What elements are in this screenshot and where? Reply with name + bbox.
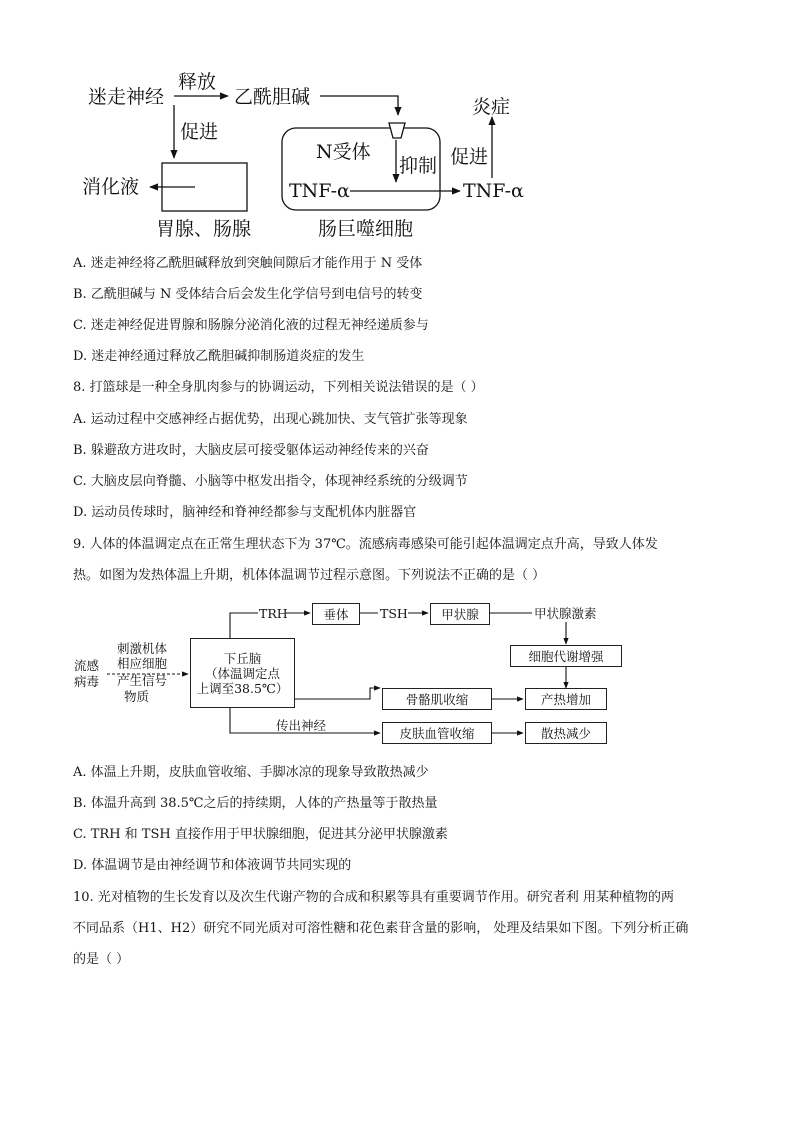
intestinal-macrophage-label: 肠巨噬细胞 <box>318 218 414 240</box>
set-point-value-label: 上调至38.5℃） <box>196 680 289 696</box>
thyroid-box <box>430 603 490 625</box>
heat-production-box <box>525 688 607 710</box>
inhibit-label: 抑制 <box>399 155 438 177</box>
trh-label: TRH <box>259 606 288 621</box>
q8-option-d: D. 运动员传球时，脑神经和脊神经都参与支配机体内脏器官 <box>73 505 417 520</box>
digestive-juice-label: 消化液 <box>82 176 140 198</box>
tnf-alpha-inner-label: TNF-α <box>289 180 350 202</box>
pituitary-label: 垂体 <box>323 606 349 622</box>
n-receptor-label: N受体 <box>316 141 371 163</box>
stimulus-label-2: 相应细胞 <box>117 656 168 671</box>
q7-option-c: C. 迷走神经促进胃腺和肠腺分泌消化液的过程无神经递质参与 <box>73 318 429 333</box>
metabolism-label: 细胞代谢增强 <box>528 648 604 664</box>
skin-vessel-label: 皮肤血管收缩 <box>399 725 475 741</box>
metabolism-box <box>510 645 622 667</box>
heat-production-label: 产热增加 <box>540 691 591 707</box>
tnf-alpha-outer-label: TNF-α <box>463 180 524 202</box>
q9-stem-line2: 热。如图为发热体温上升期，机体体温调节过程示意图。下列说法不正确的是（ ） <box>73 568 546 583</box>
q7-option-b: B. 乙酰胆碱与 N 受体结合后会发生化学信号到电信号的转变 <box>73 287 423 302</box>
flu-virus-label-2: 病毒 <box>74 674 100 689</box>
q9-option-c: C. TRH 和 TSH 直接作用于甲状腺细胞，促进其分泌甲状腺激素 <box>73 827 448 842</box>
stimulus-label-1: 刺激机体 <box>117 641 168 656</box>
q10-stem-line3: 的是（ ） <box>73 952 130 967</box>
q8-option-c: C. 大脑皮层向脊髓、小脑等中枢发出指令，体现神经系统的分级调节 <box>73 474 468 489</box>
inflammation-label: 炎症 <box>472 96 511 118</box>
promote-inflammation-label: 促进 <box>450 146 489 168</box>
q10-stem-line2: 不同品系（H1、H2）研究不同光质对可溶性糖和花色素苷含量的影响， 处理及结果如下图。下列分析正确 <box>73 921 689 936</box>
flu-virus-label-1: 流感 <box>74 658 100 673</box>
q9-option-a: A. 体温上升期，皮肤血管收缩、手脚冰凉的现象导致散热减少 <box>73 765 429 780</box>
pituitary-box <box>312 603 360 625</box>
q8-option-a: A. 运动过程中交感神经占据优势，出现心跳加快、支气管扩张等现象 <box>73 412 468 427</box>
efferent-nerve-label: 传出神经 <box>276 718 327 733</box>
vagus-nerve-label: 迷走神经 <box>88 86 165 108</box>
promote-label: 促进 <box>180 121 219 143</box>
stimulus-label-3: 产生信号 <box>117 673 168 688</box>
skeletal-muscle-box <box>382 688 492 710</box>
tsh-label: TSH <box>380 606 408 621</box>
q9-option-d: D. 体温调节是由神经调节和体液调节共同实现的 <box>73 858 352 873</box>
acetylcholine-label: 乙酰胆碱 <box>234 86 311 108</box>
thyroid-hormone-label: 甲状腺激素 <box>534 606 597 621</box>
hypothalamus-box <box>190 638 295 708</box>
thyroid-label: 甲状腺 <box>441 606 479 622</box>
q8-stem: 8. 打篮球是一种全身肌肉参与的协调运动，下列相关说法错误的是（ ） <box>73 380 484 395</box>
stimulus-label-4: 物质 <box>124 689 150 704</box>
skeletal-muscle-label: 骨骼肌收缩 <box>405 691 469 707</box>
q7-option-d: D. 迷走神经通过释放乙酰胆碱抑制肠道炎症的发生 <box>73 349 365 364</box>
q10-stem-line1: 10. 光对植物的生长发育以及次生代谢产物的合成和积累等具有重要调节作用。研究者利 用某种植物的两 <box>73 890 674 905</box>
heat-loss-label: 散热减少 <box>540 725 591 741</box>
q9-stem-line1: 9. 人体的体温调定点在正常生理状态下为 37℃。流感病毒感染可能引起体温调定点升高，导致人体发 <box>73 537 658 552</box>
skin-vessel-box <box>382 722 492 744</box>
heat-loss-box <box>525 722 607 744</box>
gastric-intestinal-glands-label: 胃腺、肠腺 <box>156 218 252 240</box>
hypothalamus-label: 下丘脑 <box>223 650 262 666</box>
release-label: 释放 <box>178 71 217 93</box>
q8-option-b: B. 躲避敌方进攻时，大脑皮层可接受躯体运动神经传来的兴奋 <box>73 443 429 458</box>
set-point-label: （体温调定点 <box>204 665 280 681</box>
q7-option-a: A. 迷走神经将乙酰胆碱释放到突触间隙后才能作用于 N 受体 <box>73 256 423 271</box>
q9-option-b: B. 体温升高到 38.5℃之后的持续期，人体的产热量等于散热量 <box>73 796 438 811</box>
